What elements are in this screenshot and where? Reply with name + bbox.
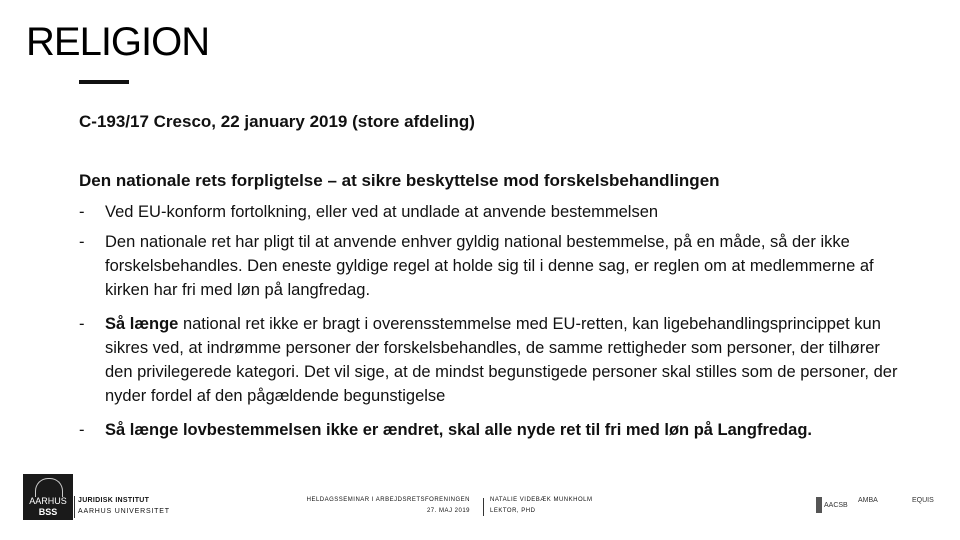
slide-title: RELIGION bbox=[26, 20, 210, 64]
event-name: HELDAGSSEMINAR I ARBEJDSRETSFORENINGEN bbox=[306, 497, 470, 503]
university-name: AARHUS UNIVERSITET bbox=[78, 508, 170, 515]
bullet-item bbox=[79, 230, 899, 302]
case-reference: C-193/17 Cresco, 22 january 2019 (store afdeling) bbox=[79, 112, 475, 131]
footer-divider bbox=[483, 498, 484, 516]
equis-logo bbox=[912, 497, 942, 519]
equis-label: EQUIS bbox=[912, 497, 934, 504]
amba-label: AMBA bbox=[858, 497, 878, 504]
event-date: 27. MAJ 2019 bbox=[426, 508, 470, 514]
bullet-text: Den nationale ret har pligt til at anvende enhver gyldig national bestemmelse, på en måde, så der ikke forskelsbehandles. Den eneste gyldige regel at holde sig til i denne sag, er reglen om at medlemmerne af kirken har fri med løn på langfredag. bbox=[105, 233, 874, 299]
bullet-dash: - bbox=[79, 421, 85, 439]
institute-name: JURIDISK INSTITUT bbox=[78, 497, 150, 504]
footer-divider bbox=[74, 496, 75, 518]
bullet-text: Ved EU-konform fortolkning, eller ved at undlade at anvende bestemmelsen bbox=[105, 203, 659, 221]
bullet-item bbox=[79, 312, 899, 408]
bullet-dash: - bbox=[79, 233, 85, 251]
logo-name: AARHUS bbox=[29, 496, 67, 506]
section-heading: Den nationale rets forpligtelse – at sikre beskyttelse mod forskelsbehandlingen bbox=[79, 171, 720, 190]
title-underline bbox=[79, 80, 129, 84]
aarhus-bss-logo bbox=[23, 474, 73, 520]
bullet-text: national ret ikke er bragt i overensstemmelse med EU-retten, kan ligebehandlingsprincippet kun sikres ved, at indrømme personer der forskelsbehandles, de samme rettigheder som personer, der tilhører den privilegerede kategori. Det vil sige, at de mindst begunstigede personer skal stilles som de personer, der nyder fordel af den pågældende begunstigelse bbox=[105, 315, 898, 405]
aacsb-logo bbox=[816, 497, 852, 519]
bullet-bold-prefix: Så længe bbox=[105, 315, 179, 333]
amba-logo bbox=[858, 497, 906, 519]
bullet-dash: - bbox=[79, 315, 85, 333]
bullet-bold-text: Så længe lovbestemmelsen ikke er ændret, skal alle nyde ret til fri med løn på Langfredag. bbox=[105, 421, 812, 439]
aacsb-label: AACSB bbox=[824, 501, 848, 509]
bullet-item bbox=[79, 418, 899, 442]
bullet-list bbox=[79, 200, 899, 442]
aacsb-badge-icon bbox=[816, 497, 822, 513]
bullet-item bbox=[79, 200, 899, 224]
bullet-dash: - bbox=[79, 203, 85, 221]
author-name: NATALIE VIDEBÆK MUNKHOLM bbox=[490, 497, 593, 503]
logo-sub: BSS bbox=[38, 507, 58, 517]
globe-icon bbox=[35, 478, 63, 497]
author-title: LEKTOR, PHD bbox=[490, 508, 536, 514]
